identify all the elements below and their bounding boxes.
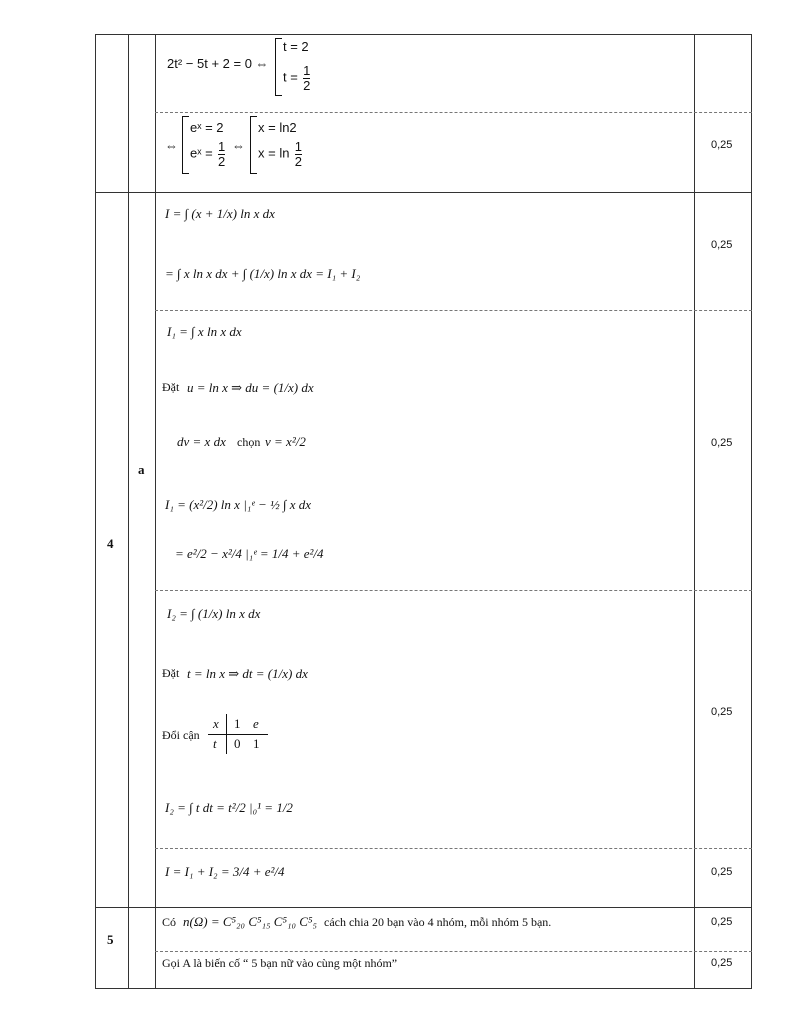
root-1: t = 2 <box>283 39 309 54</box>
table-border-left <box>95 34 96 989</box>
dat-label: Đặt <box>162 666 180 680</box>
score: 0,25 <box>711 916 733 928</box>
integral-I-final: I = I₁ + I₂ = 3/4 + e²/4 <box>165 864 285 879</box>
integration-by-parts: I₁ = (x²/2) ln x |₁ᵉ − ½ ∫ x dx <box>165 497 312 512</box>
row-divider <box>155 590 752 591</box>
exp-eq-1: eˣ = 2 <box>190 120 224 135</box>
fraction-half: $\frac{1}{2}$ <box>294 139 302 169</box>
integral-I1-result: = e²/2 − x²/4 |₁ᵉ = 1/4 + e²/4 <box>175 546 324 561</box>
integral-I1-definition: I₁ = ∫ x ln x dx <box>167 324 242 339</box>
integral-I-definition: I = ∫ (x + 1/x) ln x dx <box>165 206 275 221</box>
system-bracket <box>182 116 189 174</box>
row-divider <box>95 907 752 908</box>
table-border-top <box>95 34 752 35</box>
equation-quadratic: 2t² − 5t + 2 = 0 ⇔ <box>167 56 269 71</box>
bounds-table: x 1 e t 0 1 <box>208 714 268 754</box>
answer-table <box>95 34 752 989</box>
integral-I2-calc: I₂ = ∫ t dt = t²/2 |₀¹ = 1/2 <box>165 800 293 815</box>
score: 0,25 <box>711 139 733 151</box>
solution-2-lhs: x = ln <box>258 145 290 161</box>
dat-label: Đặt <box>162 380 180 394</box>
exp-eq-2-lhs: eˣ = <box>190 145 213 161</box>
dv-expression: dv = x dx <box>177 434 226 449</box>
substitution-t: t = ln x ⇒ dt = (1/x) dx <box>187 666 308 681</box>
score: 0,25 <box>711 866 733 878</box>
score: 0,25 <box>711 706 733 718</box>
question-number: 4 <box>107 536 114 551</box>
row-divider <box>155 112 752 113</box>
doi-can-label: Đổi cận <box>162 728 200 742</box>
root-2-lhs: t = <box>283 69 298 85</box>
col-divider-2 <box>155 34 156 989</box>
q5-line-2: Gọi A là biến cố “ 5 bạn nữ vào cùng một nhóm” <box>162 956 398 970</box>
integral-I2-definition: I₂ = ∫ (1/x) ln x dx <box>167 606 261 621</box>
score: 0,25 <box>711 437 733 449</box>
substitution-u: u = ln x ⇒ du = (1/x) dx <box>187 380 314 395</box>
q5-line-1: Có n(Ω) = C⁵₂₀ C⁵₁₅ C⁵₁₀ C⁵₅ cách chia 20 bạn vào 4 nhóm, mỗi nhóm 5 bạn. <box>162 914 552 929</box>
row-divider <box>155 951 752 952</box>
system-bracket <box>275 38 282 96</box>
n-omega-formula: n(Ω) = C⁵₂₀ C⁵₁₅ C⁵₁₀ C⁵₅ <box>183 914 317 929</box>
score: 0,25 <box>711 239 733 251</box>
iff-symbol: ⇔ <box>232 138 245 153</box>
question-number: 5 <box>107 932 114 947</box>
part-label: a <box>138 462 145 477</box>
v-expression: v = x²/2 <box>265 434 306 449</box>
table-border-bottom <box>95 988 752 989</box>
col-divider-3 <box>694 34 695 989</box>
row-divider <box>95 192 752 193</box>
score: 0,25 <box>711 957 733 969</box>
iff-symbol: ⇔ <box>165 138 178 153</box>
fraction-half: $\frac{1}{2}$ <box>217 139 226 169</box>
solution-1: x = ln2 <box>258 120 297 135</box>
col-divider-1 <box>128 34 129 989</box>
table-border-right <box>751 34 752 989</box>
chon-label: chọn <box>237 435 261 449</box>
row-divider <box>155 848 752 849</box>
row-divider <box>155 310 752 311</box>
system-bracket <box>250 116 257 174</box>
fraction-half: $\frac{1}{2}$ <box>303 63 311 93</box>
integral-I-split: = ∫ x ln x dx + ∫ (1/x) ln x dx = I₁ + I₂ <box>165 266 361 281</box>
